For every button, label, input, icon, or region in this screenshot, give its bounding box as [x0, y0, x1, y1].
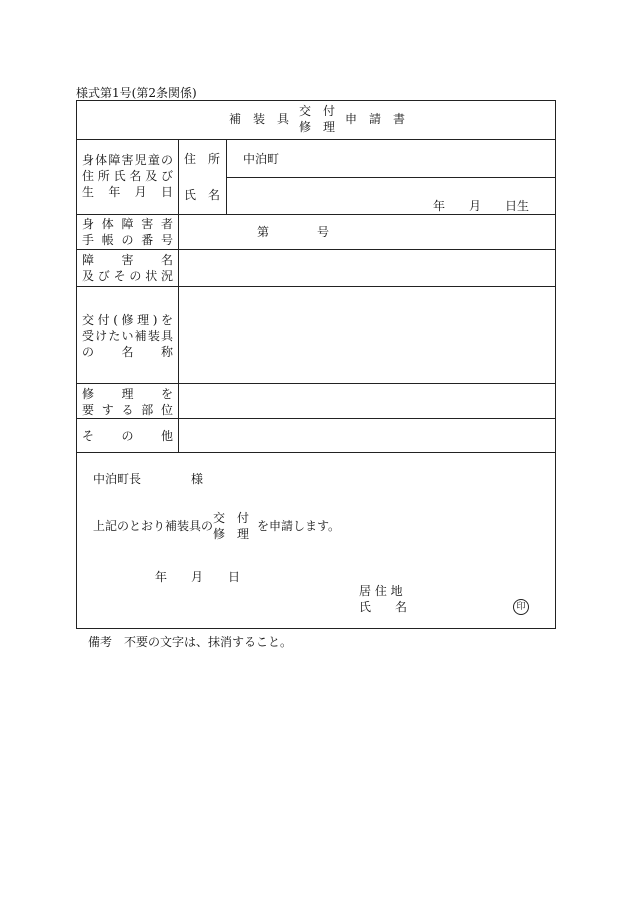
date-year: 年	[155, 570, 168, 584]
divider	[77, 139, 555, 140]
addressee: 中泊町長	[93, 472, 142, 486]
declaration-option-stack	[213, 510, 249, 542]
honorific: 様	[191, 472, 204, 486]
disability-label-line: 障 害 名	[82, 253, 173, 267]
title-option-repair: 修 理	[299, 120, 336, 134]
repair-part-label-line: 修 理 を	[82, 387, 173, 401]
handbook-number-suffix: 号	[317, 225, 330, 239]
divider	[226, 139, 227, 214]
declaration-option-repair: 修 理	[213, 527, 250, 541]
form-label: 様式第1号(第2条関係)	[76, 86, 197, 100]
date-month: 月	[191, 570, 204, 584]
address-value: 中泊町	[243, 152, 280, 166]
declaration-suffix: を申請します。	[257, 519, 341, 533]
divider	[178, 139, 179, 452]
declaration-option-issue: 交 付	[213, 511, 250, 525]
remark: 備考 不要の文字は、抹消すること。	[88, 635, 293, 649]
divider	[77, 418, 555, 419]
signer-name-label: 氏 名	[359, 600, 408, 614]
divider	[226, 177, 555, 178]
handbook-number-prefix: 第	[257, 225, 270, 239]
application-form	[76, 100, 556, 629]
name-label: 氏 名	[184, 188, 221, 202]
birth-day: 日生	[505, 199, 530, 213]
divider	[77, 249, 555, 250]
divider	[77, 286, 555, 287]
divider	[77, 452, 555, 453]
applicant-label-line: 住所氏名及び	[82, 169, 173, 183]
title-option-stack	[299, 103, 335, 135]
handbook-label-line: 身体障害者	[82, 217, 173, 231]
declaration-prefix: 上記のとおり補装具の	[93, 519, 214, 533]
seal-mark: 印	[513, 599, 529, 615]
applicant-label-line: 生 年 月 日	[82, 185, 173, 199]
device-label-line: の 名 称	[82, 345, 173, 359]
divider	[77, 383, 555, 384]
disability-label-line: 及びその状況	[82, 269, 173, 283]
residence-label: 居 住 地	[359, 584, 403, 598]
device-label-line: 交付(修理)を	[82, 313, 173, 327]
birth-month: 月	[469, 199, 482, 213]
device-label-line: 受けたい補装具	[82, 329, 173, 343]
address-label: 住 所	[184, 152, 221, 166]
repair-part-label-line: 要する部位	[82, 403, 173, 417]
date-day: 日	[228, 570, 241, 584]
applicant-label-line: 身体障害児童の	[82, 153, 173, 167]
other-label: そ の 他	[82, 429, 173, 443]
divider	[77, 214, 555, 215]
title-option-issue: 交 付	[299, 104, 336, 118]
handbook-label-line: 手帳の番号	[82, 233, 173, 247]
title-prefix: 補 装 具	[229, 112, 290, 126]
birth-year: 年	[433, 199, 446, 213]
title-suffix: 申 請 書	[345, 112, 406, 126]
